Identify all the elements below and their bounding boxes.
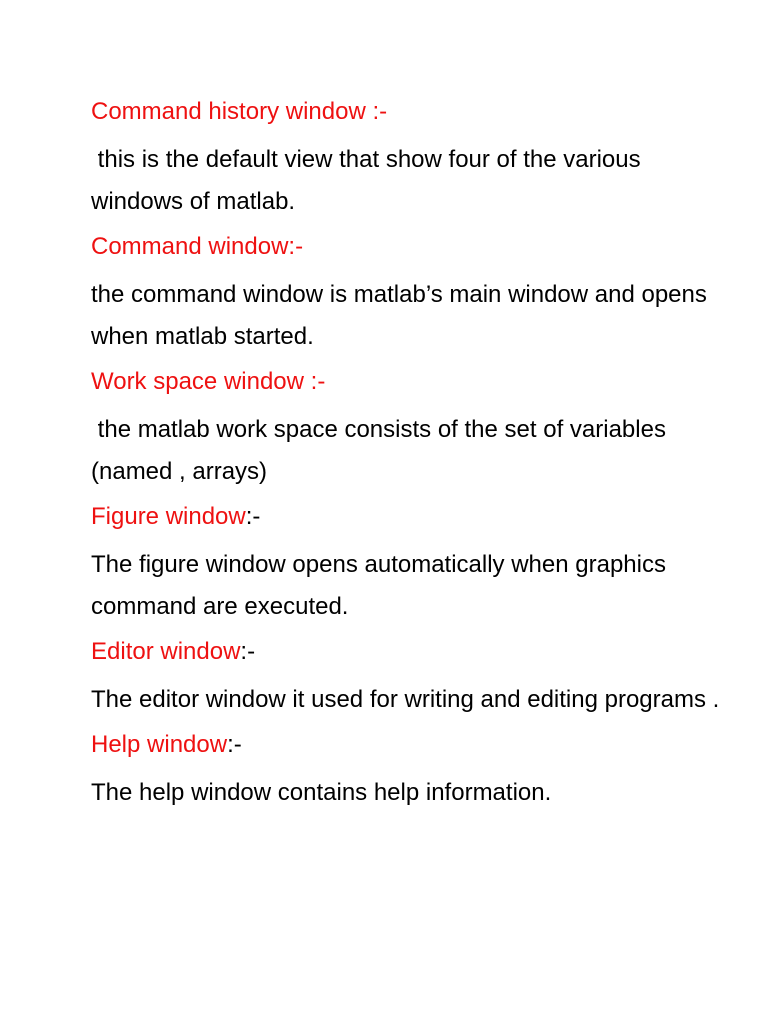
section-body: The help window contains help information. (91, 779, 552, 806)
section-heading (91, 366, 731, 398)
heading-title: Command window:- (91, 233, 304, 260)
section-editor-window (91, 636, 731, 721)
section-body: the matlab work space consists of the set of variables (named , arrays) (91, 416, 673, 485)
heading-title: Figure window (91, 503, 246, 530)
section-heading (91, 636, 731, 668)
heading-suffix: :- (240, 638, 256, 665)
section-body: the command window is matlab’s main window and opens when matlab started. (91, 281, 714, 350)
section-body: The figure window opens automatically when graphics command are executed. (91, 551, 680, 620)
section-heading (91, 231, 731, 263)
section-body: this is the default view that show four of the various windows of matlab. (91, 146, 648, 215)
heading-title: Work space window :- (91, 368, 326, 395)
section-heading (91, 96, 731, 128)
section-help-window (91, 729, 731, 814)
heading-suffix: :- (227, 731, 242, 758)
section-heading (91, 501, 731, 533)
section-command-history (91, 96, 731, 223)
section-command-window (91, 231, 731, 358)
heading-title: Command history window :- (91, 98, 388, 125)
section-heading (91, 729, 731, 761)
section-figure-window (91, 501, 731, 628)
heading-suffix: :- (245, 503, 261, 530)
section-body: The editor window it used for writing and editing programs . (91, 686, 720, 713)
section-workspace-window (91, 366, 731, 493)
heading-title: Help window (91, 731, 228, 758)
document-page (91, 96, 731, 822)
heading-title: Editor window (91, 638, 241, 665)
